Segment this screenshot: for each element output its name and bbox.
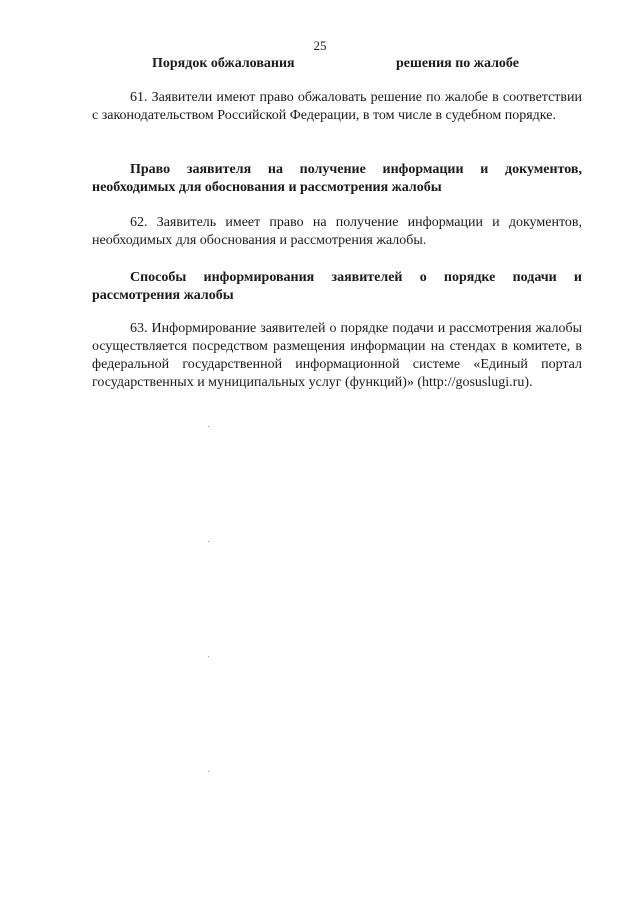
section-heading: [0, 56, 640, 76]
scan-speck: [208, 426, 209, 427]
scan-speck: [208, 771, 209, 772]
paragraph-61: 61. Заявители имеют право обжаловать решение по жалобе в соответствии с законодательством Российской Федерации, в том числе в судебном порядке.: [92, 90, 582, 123]
subheading-info-right: Право заявителя на получение информации и документов, необходимых для обоснования и рассмотрения жалобы: [92, 162, 582, 195]
section-heading-right: решения по жалобе: [396, 56, 519, 71]
subheading-informing-methods: Способы информирования заявителей о порядке подачи и рассмотрения жалобы: [92, 270, 582, 303]
section-heading-left: Порядок обжалования: [152, 56, 295, 71]
paragraph-62: 62. Заявитель имеет право на получение информации и документов, необходимых для обоснования и рассмотрения жалобы.: [92, 215, 582, 248]
page-number: 25: [313, 38, 327, 53]
paragraph-63: 63. Информирование заявителей о порядке подачи и рассмотрения жалобы осуществляется посредством размещения информации на стендах в комитете, в федеральной государственной информационной системе «Единый портал государственных и муниципальных услуг (функций)» (http://gosuslugi.ru).: [92, 321, 582, 390]
scan-speck: [208, 541, 209, 542]
scan-speck: [208, 656, 209, 657]
